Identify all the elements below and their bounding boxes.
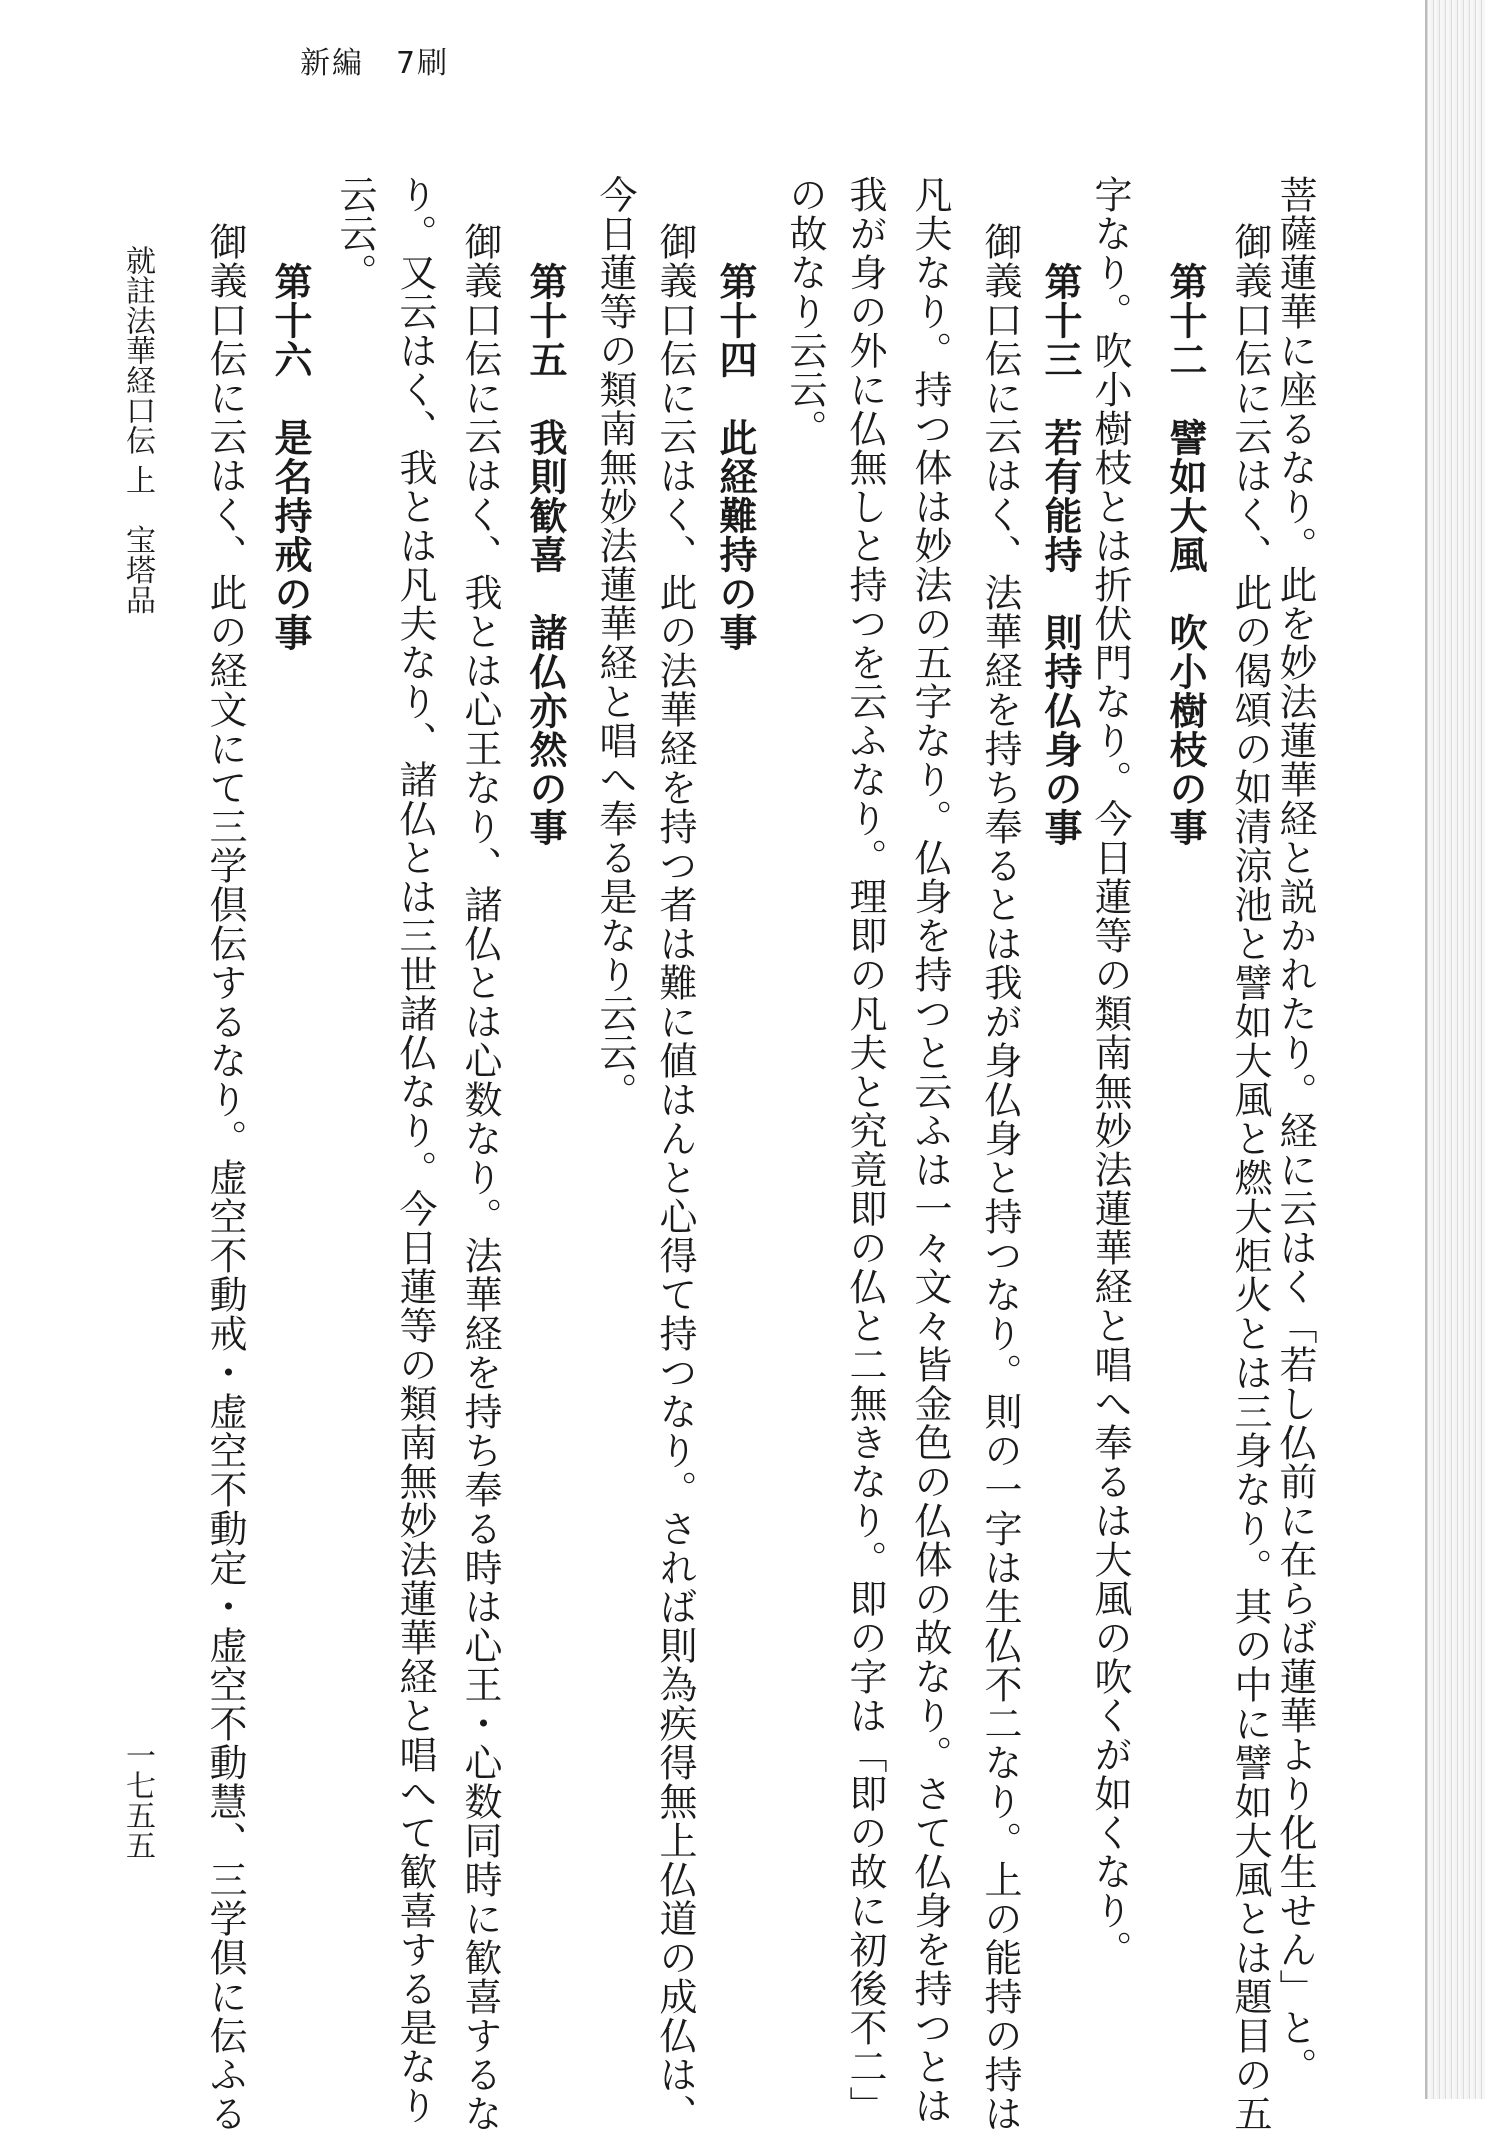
text-column: の故なり云云。 [783,175,827,448]
text-column: り。又云はく、我とは凡夫なり、諸仏とは三世諸仏なり。今日蓮等の類南無妙法蓮華経と唱へて歓喜する是なり [393,175,437,2125]
text-column: 御義口伝に云はく、此の法華経を持つ者は難に値はんと心得て持つなり。されば則為疾得無上仏道の成仏は、 [653,222,697,2133]
page-number: 一七五五 [120,1740,155,1860]
section-heading: 第十四 此経難持の事 [713,262,757,652]
text-column: 云云。 [333,175,377,292]
text-column: 菩薩蓮華に座るなり。此を妙法蓮華経と説かれたり。経に云はく「若し仏前に在らば蓮華より化生せん」と。 [1273,175,1317,2086]
page-edge [1425,0,1485,2099]
text-column: 今日蓮等の類南無妙法蓮華経と唱へ奉る是なり云云。 [593,175,637,1111]
section-heading: 第十六 是名持戒の事 [268,262,312,652]
text-column: 我が身の外に仏無しと持つを云ふなり。理即の凡夫と究竟即の仏と二無きなり。即の字は「即の故に初後不二」 [843,175,887,2125]
page-edge-line [1425,0,1427,2099]
section-heading: 第十三 若有能持 則持仏身の事 [1038,262,1082,847]
print-edition-header: 新編 7刷 [300,46,450,81]
running-footer-title: 就註法華経口伝 上 宝塔品 [120,245,155,615]
text-column: 御義口伝に云はく、我とは心王なり、諸仏とは心数なり。法華経を持ち奉る時は心王・心数同時に歓喜するな [458,222,502,2133]
text-column: 字なり。吹小樹枝とは折伏門なり。今日蓮等の類南無妙法蓮華経と唱へ奉るは大風の吹くが如くなり。 [1088,175,1132,1969]
text-column: 御義口伝に云はく、此の偈頌の如清涼池と譬如大風と燃大炬火とは三身なり。其の中に譬如大風とは題目の五 [1228,222,1272,2133]
section-heading: 第十五 我則歓喜 諸仏亦然の事 [523,262,567,847]
section-heading: 第十二 譬如大風 吹小樹枝の事 [1163,262,1207,847]
text-column: 御義口伝に云はく、法華経を持ち奉るとは我が身仏身と持つなり。則の一字は生仏不二なり。上の能持の持は [978,222,1022,2133]
text-column: 凡夫なり。持つ体は妙法の五字なり。仏身を持つと云ふは一々文々皆金色の仏体の故なり。さて仏身を持つとは [908,175,952,2125]
text-column: 御義口伝に云はく、此の経文にて三学倶伝するなり。虚空不動戒・虚空不動定・虚空不動慧、三学倶に伝ふる [203,222,247,2133]
